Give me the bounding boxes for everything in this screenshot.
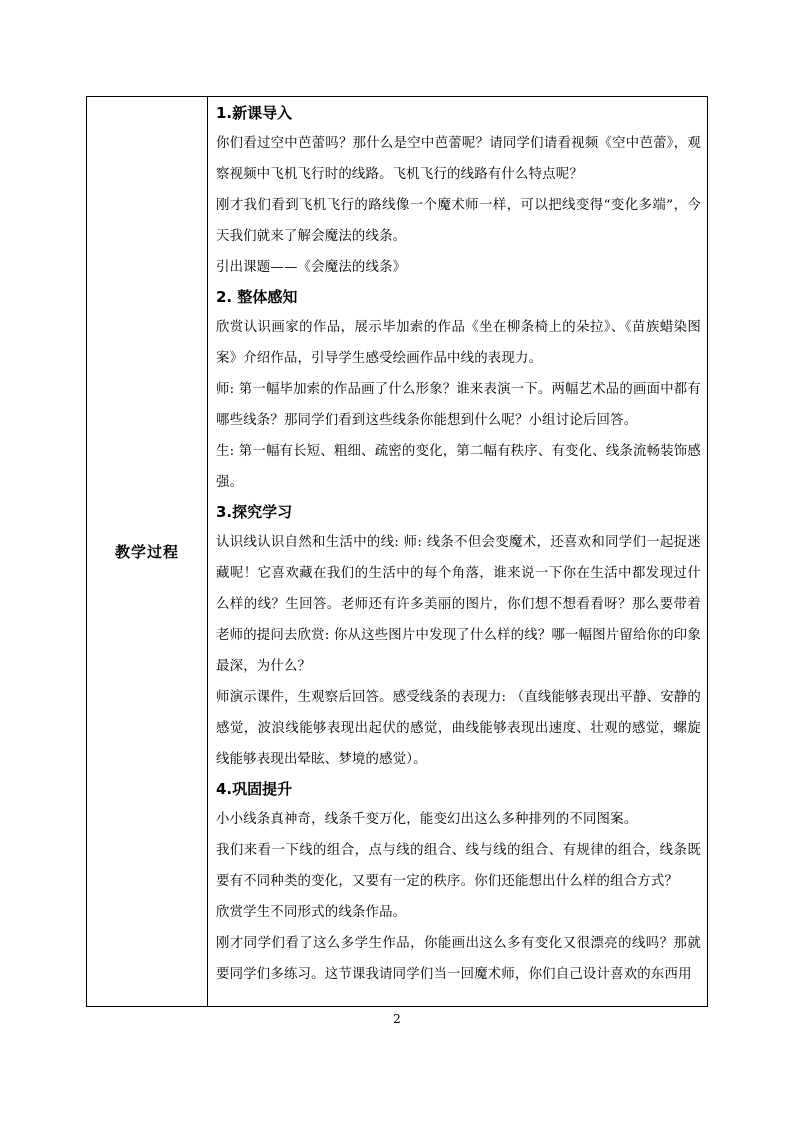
paragraph: 师演示课件，生观察后回答。感受线条的表现力: （直线能够表现出平静、安静的感觉，波浪线能够表现出起伏的感觉，曲线能够表现出速度、壮观的感觉，螺旋线能够表现出晕眩、梦境的感觉）。 <box>216 690 701 767</box>
section-overall-perception <box>216 283 701 498</box>
section-inquiry-learning <box>216 498 701 775</box>
section-heading: 2. 整体感知 <box>216 288 298 306</box>
paragraph: 刚才我们看到飞机飞行的路线像一个魔术师一样，可以把线变得“变化多端”，今天我们就来了解会魔法的线条。 <box>216 198 701 244</box>
paragraph: 师: 第一幅毕加索的作品画了什么形象？谁来表演一下。两幅艺术品的画面中都有哪些线条？那同学们看到这些线条你能想到什么呢？小组讨论后回答。 <box>216 382 701 428</box>
section-heading: 4.巩固提升 <box>216 780 293 798</box>
paragraph: 欣赏认识画家的作品，展示毕加索的作品《坐在柳条椅上的朵拉》、《苗族蜡染图案》介绍作品，引导学生感受绘画作品中线的表现力。 <box>216 320 701 366</box>
paragraph: 你们看过空中芭蕾吗？那什么是空中芭蕾呢？请同学们请看视频《空中芭蕾》，观察视频中飞机飞行时的线路。飞机飞行的线路有什么特点呢？ <box>216 136 701 182</box>
section-intro <box>216 99 701 283</box>
paragraph: 认识线认识自然和生活中的线: 师: 线条不但会变魔术，还喜欢和同学们一起捉迷藏呢！它喜欢藏在我们的生活中的每个角落，谁来说一下你在生活中都发现过什么样的线？生回答。老师还有许多美丽的图片，你们想不想看看呀？那么要带着老师的提问去欣赏: 你从这些图片中发现了什么样的线？哪一幅图片留给你的印象最深，为什么？ <box>216 535 701 674</box>
section-label: 教学过程 <box>114 543 179 561</box>
section-consolidation <box>216 775 701 990</box>
content-cell <box>208 97 707 1006</box>
lesson-table <box>86 96 708 1007</box>
section-heading: 1.新课导入 <box>216 104 293 122</box>
paragraph: 小小线条真神奇，线条千变万化，能变幻出这么多种排列的不同图案。 <box>216 812 638 827</box>
paragraph: 生: 第一幅有长短、粗细、疏密的变化，第二幅有秩序、有变化、线条流畅装饰感强。 <box>216 444 701 490</box>
paragraph: 我们来看一下线的组合，点与线的组合、线与线的组合、有规律的组合，线条既要有不同种类的变化，又要有一定的秩序。你们还能想出什么样的组合方式？ <box>216 843 701 889</box>
page-number: 2 <box>393 1012 401 1026</box>
left-label-cell <box>87 97 208 1006</box>
section-heading: 3.探究学习 <box>216 503 293 521</box>
paragraph: 欣赏学生不同形式的线条作品。 <box>216 905 407 920</box>
paragraph: 引出课题——《会魔法的线条》 <box>216 260 407 275</box>
paragraph: 刚才同学们看了这么多学生作品，你能画出这么多有变化又很漂亮的线吗？那就要同学们多练习。这节课我请同学们当一回魔术师，你们自己设计喜欢的东西用 <box>216 936 701 982</box>
